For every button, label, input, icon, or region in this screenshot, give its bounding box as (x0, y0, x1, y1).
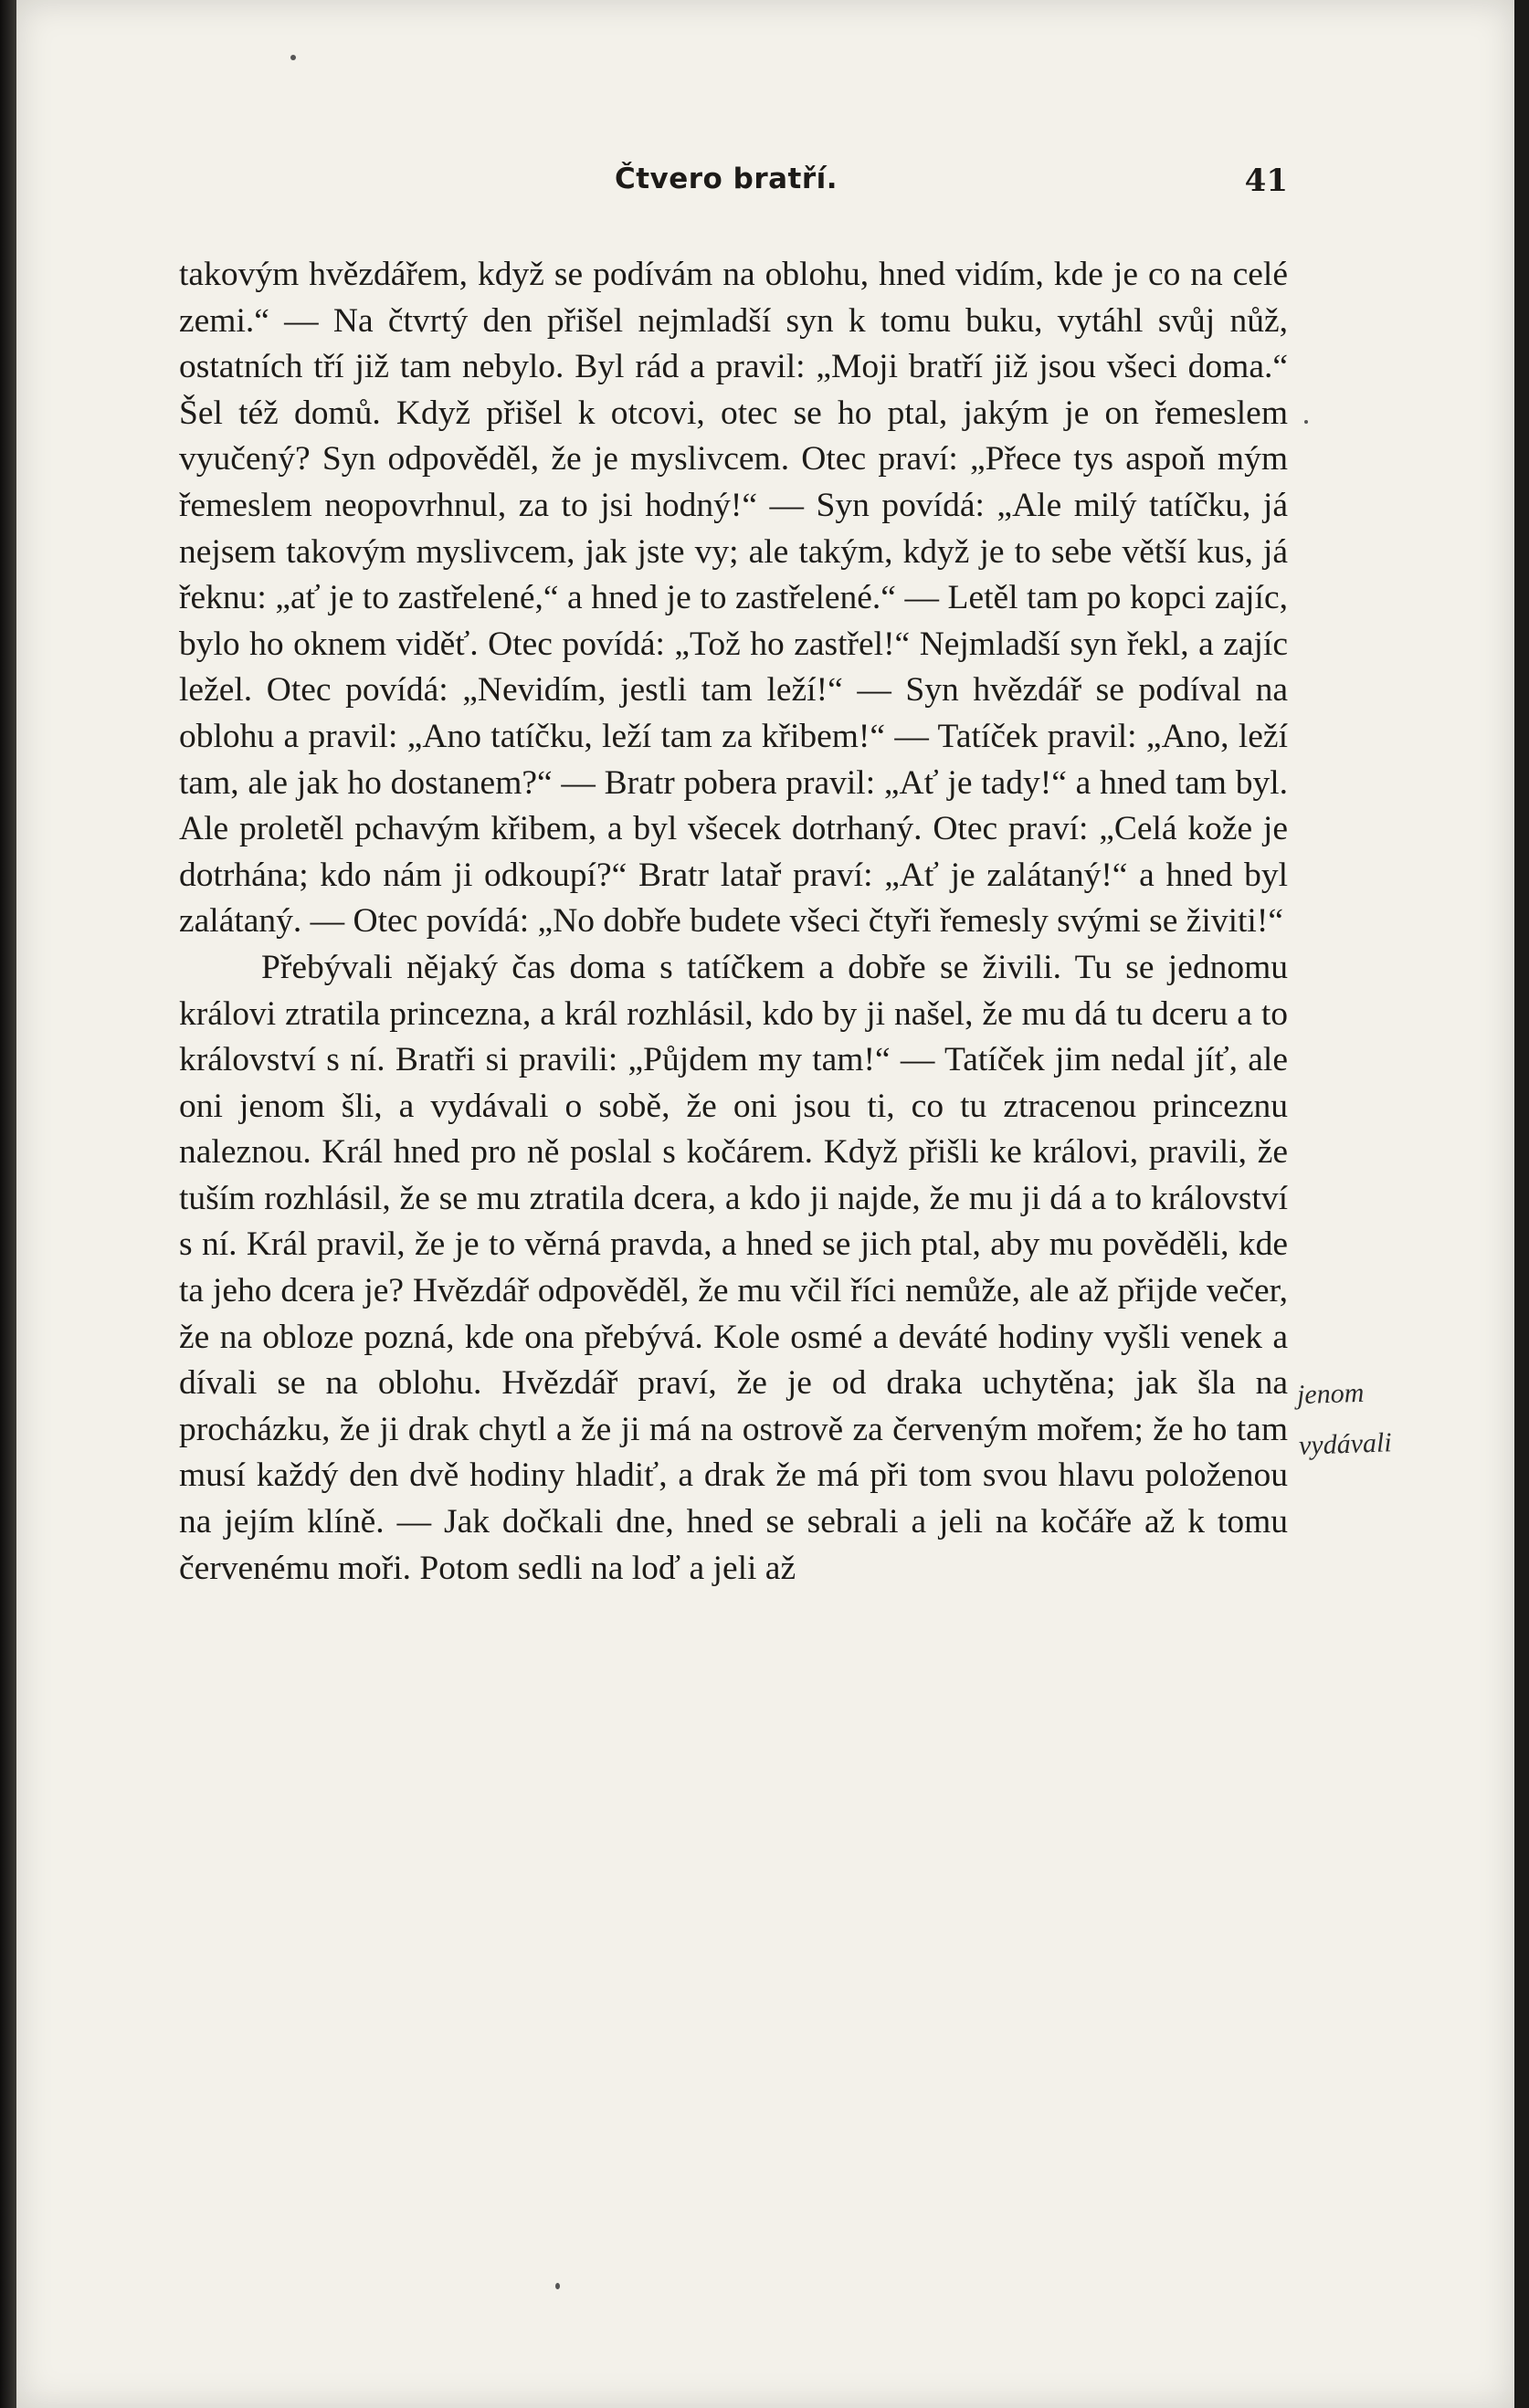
body-text (179, 252, 1288, 1592)
paragraph: takovým hvězdářem, když se podívám na oblohu, hned vidím, kde je co na celé zemi.“ — Na čtvrtý den přišel nejmladší syn k tomu buku, vytáhl svůj nůž, ostatních tří již tam nebylo. Byl rád a pravil: „Moji bratří již jsou všeci doma.“ Šel též domů. Když přišel k otcovi, otec se ho ptal, jakým je on řemeslem vyučený? Syn odpověděl, že je myslivcem. Otec praví: „Přece tys aspoň mým řemeslem neopovrhnul, za to jsi hodný!“ — Syn povídá: „Ale milý tatíčku, já nejsem takovým myslivcem, jak jste vy; ale takým, když je to sebe větší kus, já řeknu: „ať je to zastřelené,“ a hned je to zastřelené.“ — Letěl tam po kopci zajíc, bylo ho oknem viděť. Otec povídá: „Tož ho zastřel!“ Nejmladší syn řekl, a zajíc ležel. Otec povídá: „Nevidím, jestli tam leží!“ — Syn hvězdář se podíval na oblohu a pravil: „Ano tatíčku, leží tam za křibem!“ — Tatíček pravil: „Ano, leží tam, ale jak ho dostanem?“ — Bratr pobera pravil: „Ať je tady!“ a hned tam byl. Ale proletěl pchavým křibem, a byl všecek dotrhaný. Otec praví: „Celá kože je dotrhána; kdo nám ji odkoupí?“ Bratr latař praví: „Ať je zalátaný!“ a hned byl zalátaný. — Otec povídá: „No dobře budete všeci čtyři řemesly svými se živiti!“ (179, 256, 1288, 941)
page-header (164, 163, 1288, 217)
margin-note: jenom (1296, 1377, 1365, 1411)
paragraph: Přebývali nějaký čas doma s tatíčkem a dobře se živili. Tu se jednomu královi ztratila princezna, a král rozhlásil, kdo by ji našel, že mu dá tu dceru a to království s ní. Bratři si pravili: „Půjdem my tam!“ — Tatíček jim nedal jíť, ale oni jenom šli, a vydávali o sobě, že oni jsou ti, co tu ztracenou princeznu naleznou. Král hned pro ně poslal s kočárem. Když přišli ke královi, pravili, že tuším rozhlásil, že se mu ztratila dcera, a kdo ji najde, že mu ji dá a to království s ní. Král pravil, že je to věrná pravda, a hned se jich ptal, aby mu pověděli, kde ta jeho dcera je? Hvězdář odpověděl, že mu včil říci nemůže, ale až přijde večer, že na obloze pozná, kde ona přebývá. Kole osmé a deváté hodiny vyšli venek a dívali se na oblohu. Hvězdář praví, že je od draka uchytěna; jak šla na procházku, že ji drak chytl a že ji má na ostrově za červeným mořem; že ho tam musí každý den dvě hodiny hladiť, a drak že má při tom svou hlavu položenou na jejím klíně. — Jak dočkali dne, hned se sebrali a jeli na kočáře až k tomu červenému moři. Potom sedli na loď a jeli až (179, 948, 1288, 1587)
running-title: Čtvero bratří. (614, 163, 838, 195)
margin-note: vydávali (1298, 1427, 1393, 1461)
paper-speck (555, 2283, 560, 2289)
paper-speck (290, 55, 296, 60)
paper-speck (1304, 420, 1308, 424)
page-binding-edge (0, 0, 16, 2408)
page-number: 41 (1244, 163, 1288, 199)
